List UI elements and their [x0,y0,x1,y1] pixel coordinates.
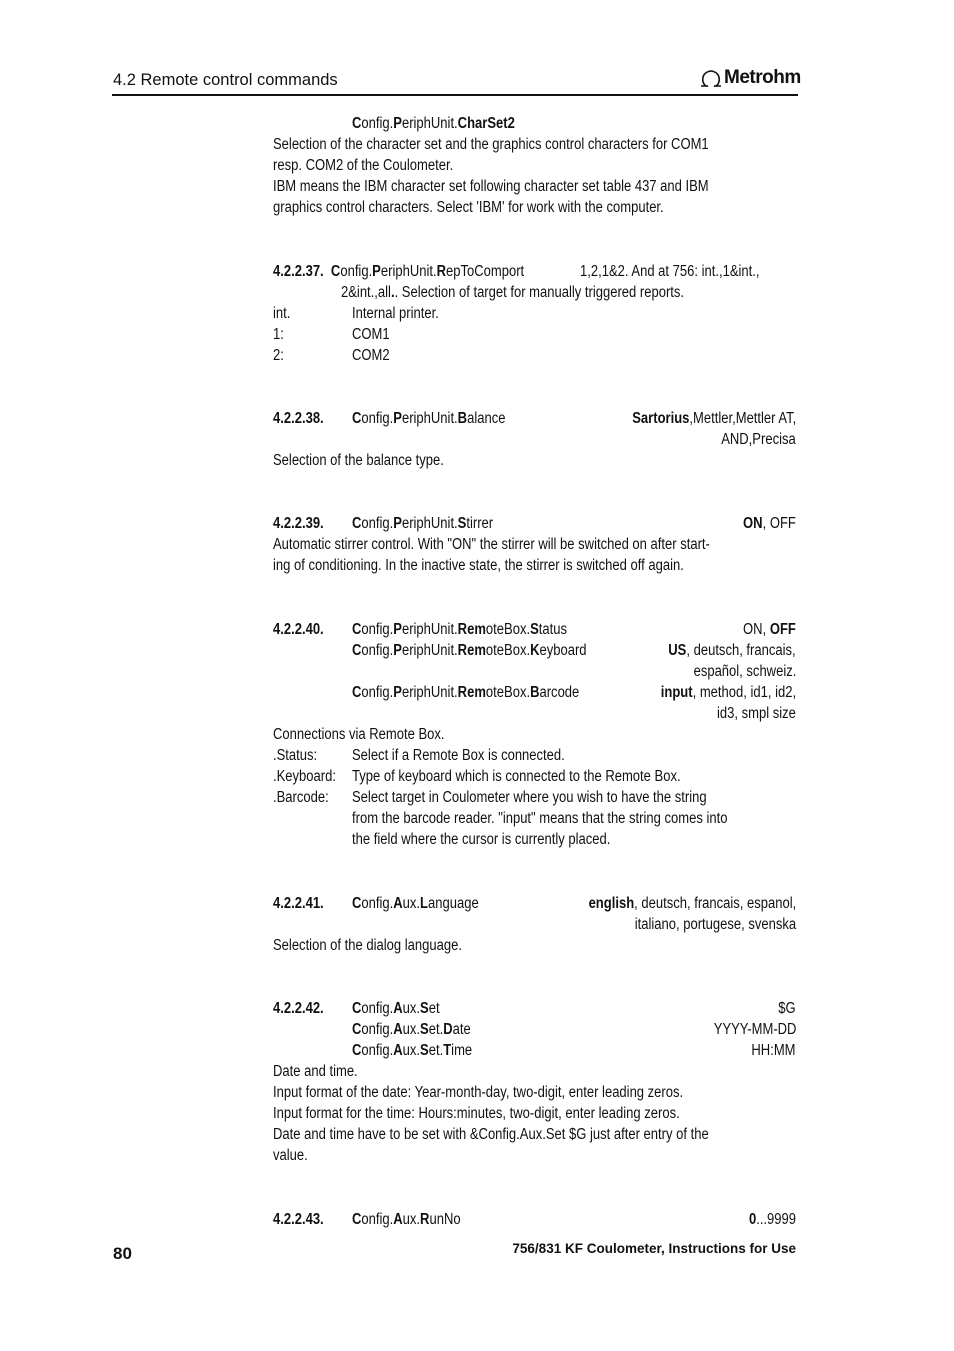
section-37-values: 1,2,1&2. And at 756: int.,1&int., [580,263,760,280]
section-37-line2: 2&int.,all.. Selection of target for manually triggered reports. [341,284,685,301]
definition-value-cont: the field where the cursor is currently placed. [352,831,611,848]
omega-icon [698,68,724,88]
definition-value: COM2 [352,347,390,364]
paragraph-line: Automatic stirrer control. With "ON" the stirrer will be switched on after start- [273,536,710,553]
command-charset2: Config.PeriphUnit.CharSet2 [352,115,515,132]
definition-key: 1: [273,326,284,343]
paragraph-line: IBM means the IBM character set following character set table 437 and IBM [273,178,709,195]
paragraph-line: graphics control characters. Select 'IBM' for work with the computer. [273,199,664,216]
section-40-values-keyboard: US, deutsch, francais, [668,642,796,659]
section-37-line1: 4.2.2.37. Config.PeriphUnit.RepToComport [273,263,525,280]
section-39-number: 4.2.2.39. [273,515,324,532]
paragraph-line: Selection of the dialog language. [273,937,462,954]
paragraph-line: Input format of the date: Year-month-day, two-digit, enter leading zeros. [273,1084,684,1101]
section-42-command-date: Config.Aux.Set.Date [352,1021,471,1038]
definition-value: Internal printer. [352,305,439,322]
logo-wordmark: Metrohm [724,67,801,88]
paragraph-line: Connections via Remote Box. [273,726,445,743]
section-40-values-barcode: input, method, id1, id2, [660,684,796,701]
section-38-values: Sartorius,Mettler,Mettler AT, [631,410,796,427]
section-39-values: ON, OFF [743,515,796,532]
header-rule [112,94,798,96]
section-41-command: Config.Aux.Language [352,895,479,912]
section-40-command-barcode: Config.PeriphUnit.RemoteBox.Barcode [352,684,580,701]
section-42-value-date: YYYY-MM-DD [713,1021,796,1038]
section-38-command: Config.PeriphUnit.Balance [352,410,506,427]
section-42-command-time: Config.Aux.Set.Time [352,1042,473,1059]
definition-key: .Keyboard: [273,768,336,785]
definition-value: Type of keyboard which is connected to the Remote Box. [352,768,681,785]
section-43-values: 0...9999 [748,1211,796,1228]
paragraph-line: Date and time. [273,1063,358,1080]
paragraph-line: ing of conditioning. In the inactive state, the stirrer is switched off again. [273,557,684,574]
paragraph-line: Date and time have to be set with &Config.Aux.Set $G just after entry of the [273,1126,709,1143]
section-38-number: 4.2.2.38. [273,410,324,427]
definition-key: int. [273,305,291,322]
section-39-command: Config.PeriphUnit.Stirrer [352,515,494,532]
section-41-values-cont: italiano, portugese, svenska [634,916,796,933]
paragraph-line: resp. COM2 of the Coulometer. [273,157,454,174]
section-40-values-keyboard-cont: español, schweiz. [693,663,796,680]
definition-value: COM1 [352,326,390,343]
paragraph-line: value. [273,1147,308,1164]
section-41-number: 4.2.2.41. [273,895,324,912]
definition-value-cont: from the barcode reader. "input" means that the string comes into [352,810,728,827]
section-40-values-status: ON, OFF [743,621,796,638]
section-42-command-set: Config.Aux.Set [352,1000,440,1017]
section-38-values-cont: AND,Precisa [721,431,796,448]
section-42-value-set: $G [778,1000,796,1017]
definition-key: .Barcode: [273,789,329,806]
metrohm-logo [698,67,801,89]
section-40-number: 4.2.2.40. [273,621,324,638]
running-header: 4.2 Remote control commands [113,71,338,89]
section-43-number: 4.2.2.43. [273,1211,324,1228]
definition-value: Select target in Coulometer where you wish to have the string [352,789,707,806]
page-number: 80 [113,1244,132,1263]
section-43-command: Config.Aux.RunNo [352,1211,461,1228]
paragraph-line: Selection of the balance type. [273,452,444,469]
paragraph-line: Input format for the time: Hours:minutes, two-digit, enter leading zeros. [273,1105,680,1122]
definition-key: 2: [273,347,284,364]
section-41-values: english, deutsch, francais, espanol, [588,895,796,912]
section-40-command-status: Config.PeriphUnit.RemoteBox.Status [352,621,567,638]
paragraph-line: Selection of the character set and the graphics control characters for COM1 [273,136,709,153]
definition-key: .Status: [273,747,318,764]
definition-value: Select if a Remote Box is connected. [352,747,565,764]
section-42-number: 4.2.2.42. [273,1000,324,1017]
section-40-command-keyboard: Config.PeriphUnit.RemoteBox.Keyboard [352,642,587,659]
section-42-value-time: HH:MM [751,1042,796,1059]
section-40-values-barcode-cont: id3, smpl size [717,705,796,722]
footer-title: 756/831 KF Coulometer, Instructions for Use [512,1241,796,1256]
